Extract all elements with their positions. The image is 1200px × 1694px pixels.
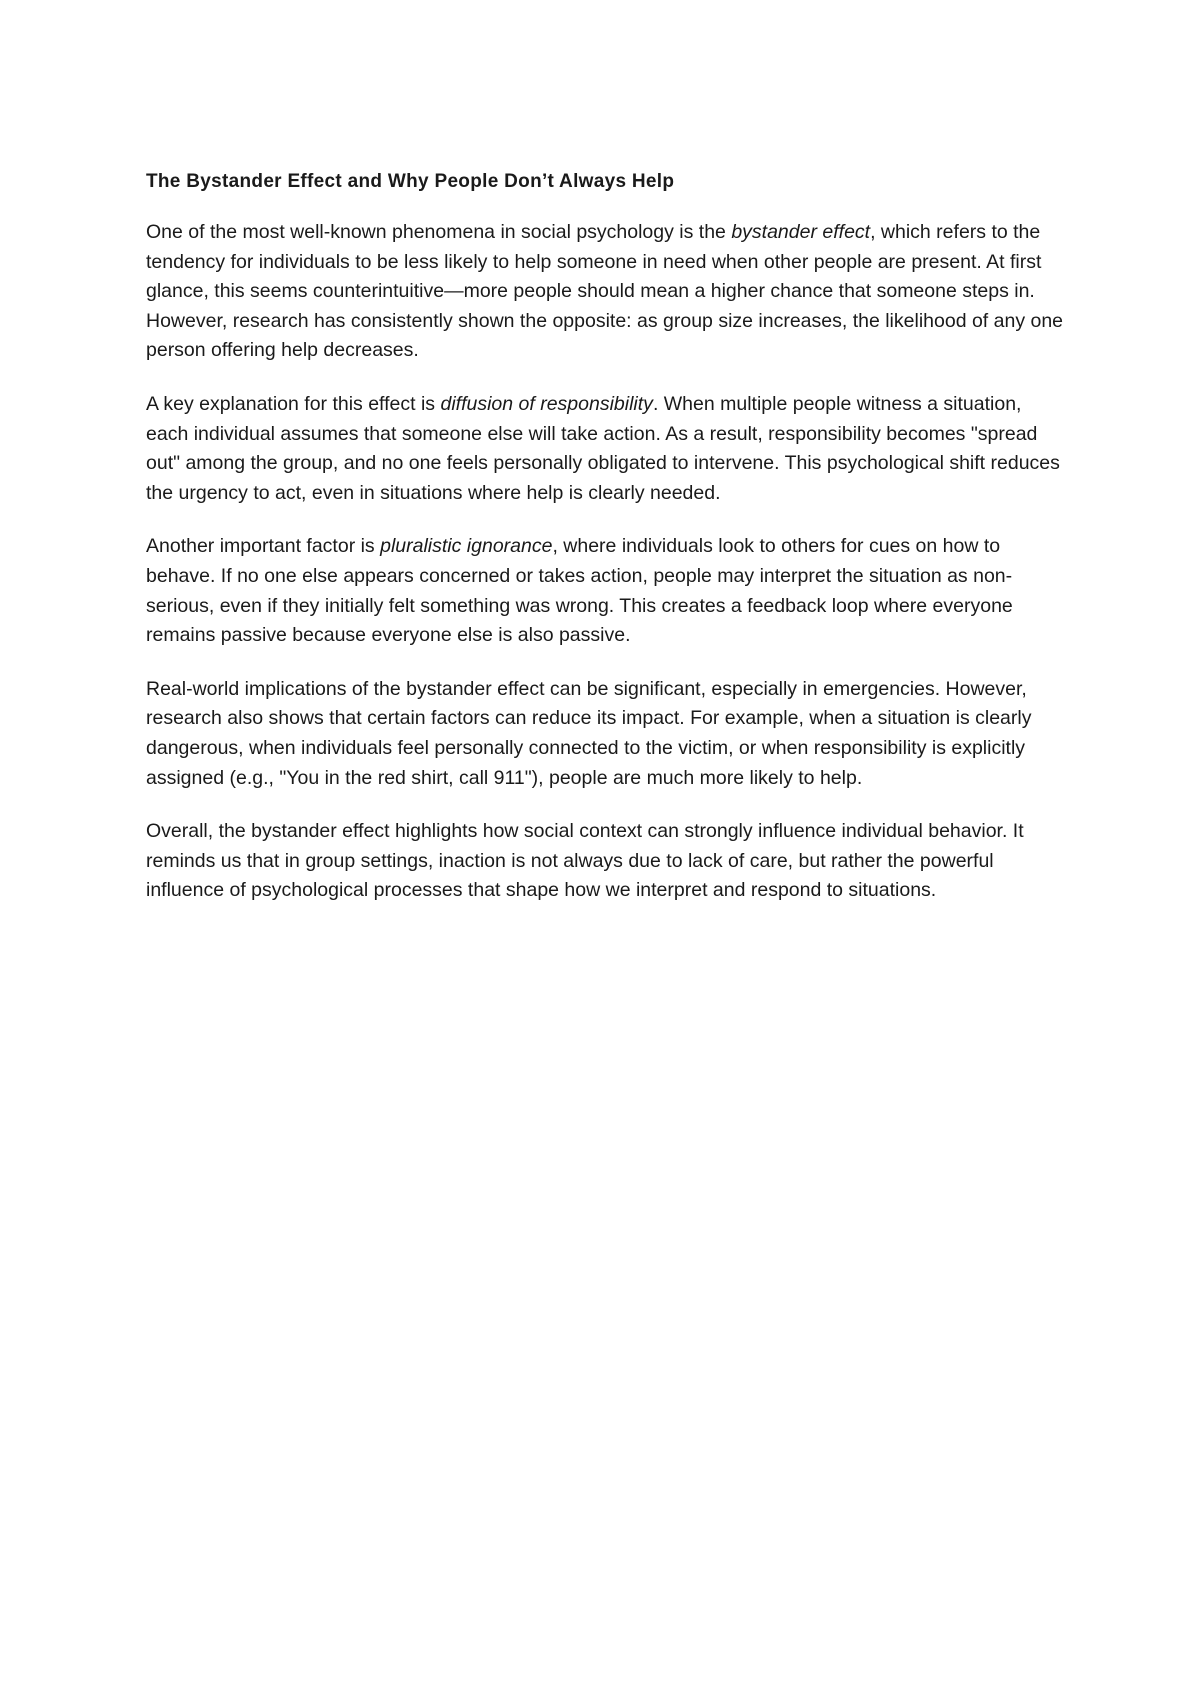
paragraph-2-emphasis: diffusion of responsibility <box>440 392 653 415</box>
paragraph-1 <box>146 218 1066 366</box>
paragraph-1-text-a: One of the most well-known phenomena in social psychology is the <box>146 221 732 243</box>
document-body <box>146 168 1066 930</box>
paragraph-1-emphasis: bystander effect <box>731 221 871 243</box>
paragraph-5: Overall, the bystander effect highlights how social context can strongly influence individual behavior. It reminds us that in group settings, inaction is not always due to lack of care, but rather the powerful influence of psychological processes that shape how we interpret and respond to situations. <box>146 820 1024 902</box>
paragraph-2-text-b: . When multiple people witness a situation, each individual assumes that someone else will take action. As a result, responsibility becomes "spread out" among the group, and no one feels personally obligated to intervene. This psychological shift reduces the urgency to act, even in situations where help is clearly needed. <box>146 392 1060 504</box>
paragraph-1-text-b: , which refers to the tendency for individuals to be less likely to help someone in need when other people are present. At first glance, this seems counterintuitive—more people should mean a higher chance that someone steps in. However, research has consistently shown the opposite: as group size increases, the likelihood of any one person offering help decreases. <box>146 221 1064 362</box>
paragraph-3 <box>146 532 1066 650</box>
paragraph-4: Real-world implications of the bystander effect can be significant, especially in emergencies. However, research also shows that certain factors can reduce its impact. For example, when a situation is clearly dangerous, when individuals feel personally connected to the victim, or when responsibility is explicitly assigned (e.g., "You in the red shirt, call 911"), people are much more likely to help. <box>146 677 1032 789</box>
paragraph-2 <box>146 390 1066 508</box>
document-title: The Bystander Effect and Why People Don’t Always Help <box>146 171 675 192</box>
paragraph-2-text-a: A key explanation for this effect is <box>146 392 441 415</box>
paragraph-3-text-b: , where individuals look to others for cues on how to behave. If no one else appears concerned or takes action, people may interpret the situation as non-serious, even if they initially felt something was wrong. This creates a feedback loop where everyone remains passive because everyone else is also passive. <box>146 535 1013 647</box>
paragraph-3-emphasis: pluralistic ignorance <box>380 535 553 558</box>
paragraph-3-text-a: Another important factor is <box>146 535 381 558</box>
